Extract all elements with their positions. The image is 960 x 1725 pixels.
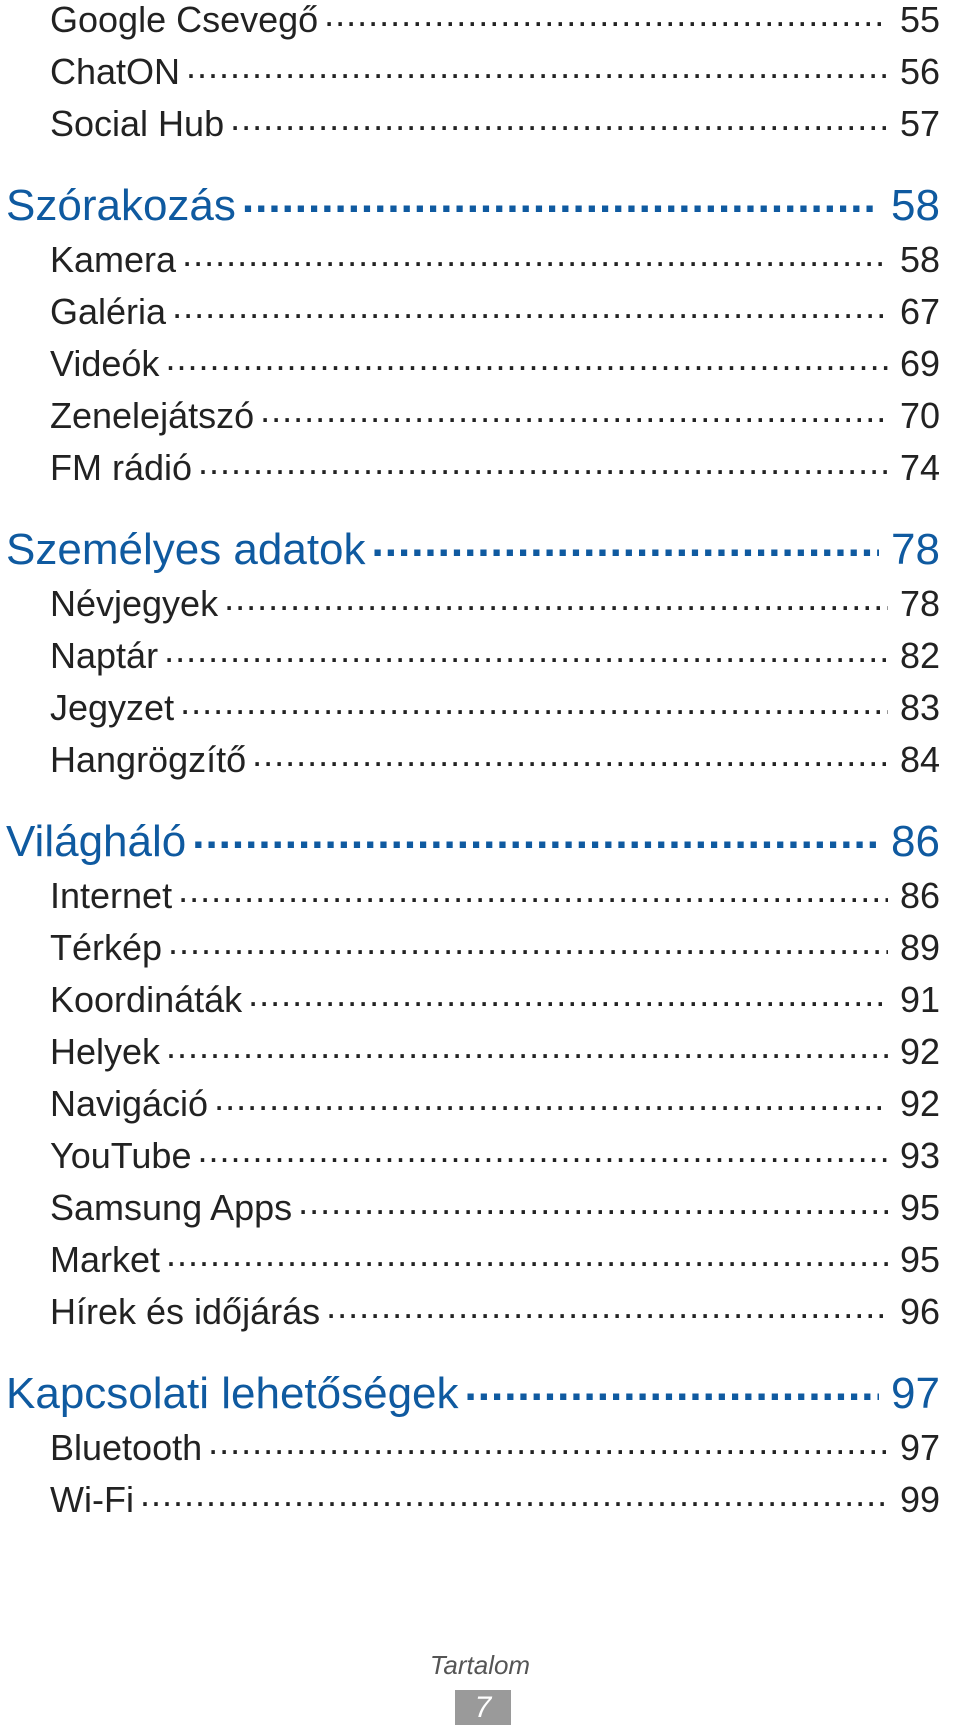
toc-leader [248,976,888,1012]
toc-entry-page: 74 [899,447,940,488]
toc-entry[interactable] [50,100,940,148]
toc-entry-title: Samsung Apps [50,1187,293,1228]
toc-entry-title: Koordináták [50,979,243,1020]
toc-entry-title: Market [50,1239,161,1280]
toc-leader [252,736,888,772]
toc-leader [324,0,888,32]
toc-entry-page: 96 [899,1291,940,1332]
toc-entry-page: 86 [899,875,940,916]
toc-entry-page: 56 [899,51,940,92]
toc-entry[interactable] [50,1288,940,1336]
toc-entry-page: 92 [899,1031,940,1072]
toc-entry[interactable] [50,924,940,972]
toc-entry[interactable] [50,288,940,336]
toc-entry-title: Google Csevegő [50,0,319,40]
toc-entry-title: FM rádió [50,447,193,488]
toc-section-heading[interactable] [6,1364,940,1420]
toc-entry-page: 55 [899,0,940,40]
toc-entry[interactable] [50,1028,940,1076]
toc-entry-page: 99 [899,1479,940,1520]
toc-entry-title: Hírek és időjárás [50,1291,321,1332]
toc-entry-page: 82 [899,635,940,676]
toc-entry[interactable] [50,632,940,680]
toc-section-page: 78 [891,525,940,574]
toc-entry-page: 69 [899,343,940,384]
toc-entry-page: 92 [899,1083,940,1124]
toc-leader [186,48,888,84]
toc-leader [192,812,879,856]
toc-section-heading[interactable] [6,176,940,232]
toc-entry-page: 93 [899,1135,940,1176]
toc-entry-title: Kamera [50,239,177,280]
toc-entry-title: Jegyzet [50,687,175,728]
toc-entry-page: 95 [899,1187,940,1228]
toc-entry[interactable] [50,976,940,1024]
toc-entry[interactable] [50,340,940,388]
toc-section-title: Világháló [6,817,187,866]
toc-entry-title: Videók [50,343,160,384]
toc-entry-title: Helyek [50,1031,161,1072]
toc-entry-page: 70 [899,395,940,436]
toc-entry[interactable] [50,684,940,732]
toc-leader [224,580,888,616]
toc-leader [168,924,888,960]
toc-section-title: Szórakozás [6,181,236,230]
toc-leader [166,1236,888,1272]
toc-entry-title: Galéria [50,291,167,332]
toc-leader [298,1184,888,1220]
toc-leader [140,1476,888,1512]
toc-entry-page: 97 [899,1427,940,1468]
toc-entry-page: 57 [899,103,940,144]
toc-entry-page: 91 [899,979,940,1020]
toc-leader [180,684,888,720]
toc-entry[interactable] [50,580,940,628]
toc-leader [214,1080,888,1116]
toc-entry-page: 67 [899,291,940,332]
toc-section-page: 58 [891,181,940,230]
toc-entry-title: Hangrögzítő [50,739,247,780]
toc-entry-title: Internet [50,875,173,916]
toc-entry[interactable] [50,1424,940,1472]
toc-leader [260,392,888,428]
toc-section-title: Kapcsolati lehetőségek [6,1369,459,1418]
toc-entry[interactable] [50,872,940,920]
footer-page-number: 7 [455,1690,511,1725]
toc-leader [198,444,888,480]
toc-leader [165,340,888,376]
toc-leader [242,176,879,220]
toc-section-page: 86 [891,817,940,866]
toc-entry[interactable] [50,392,940,440]
toc-leader [178,872,888,908]
toc-leader [197,1132,887,1168]
toc-entry-title: Naptár [50,635,159,676]
toc-leader [326,1288,888,1324]
toc-entry-page: 89 [899,927,940,968]
toc-entry-title: ChatON [50,51,181,92]
toc-leader [172,288,888,324]
toc-entry[interactable] [50,1080,940,1128]
toc-entry-title: Social Hub [50,103,225,144]
toc-section-heading[interactable] [6,812,940,868]
toc-entry[interactable] [50,1236,940,1284]
toc-leader [208,1424,888,1460]
toc-entry-title: Zenelejátszó [50,395,255,436]
toc-entry-page: 58 [899,239,940,280]
toc-entry[interactable] [50,736,940,784]
toc-entry[interactable] [50,1184,940,1232]
toc-leader [372,520,880,564]
toc-entry-title: Bluetooth [50,1427,203,1468]
toc-entry-page: 78 [899,583,940,624]
toc-leader [182,236,888,272]
toc-section-heading[interactable] [6,520,940,576]
toc-entry-page: 84 [899,739,940,780]
toc-entry[interactable] [50,48,940,96]
toc-entry-title: YouTube [50,1135,192,1176]
footer-section-label: Tartalom [429,1650,531,1680]
toc-entry-title: Névjegyek [50,583,219,624]
toc-leader [465,1364,880,1408]
toc-section-title: Személyes adatok [6,525,366,574]
toc-entry-page: 95 [899,1239,940,1280]
toc-entry[interactable] [50,1132,940,1180]
toc-section-page: 97 [891,1369,940,1418]
toc-leader [166,1028,888,1064]
toc-leader [230,100,888,136]
toc-leader [164,632,888,668]
toc-entry[interactable] [50,0,940,44]
toc-entry-page: 83 [899,687,940,728]
toc-entry-title: Navigáció [50,1083,209,1124]
toc-entry-title: Wi-Fi [50,1479,134,1520]
toc-entry[interactable] [50,236,940,284]
toc-entry-title: Térkép [50,927,163,968]
toc-entry[interactable] [50,1476,940,1524]
toc-entry[interactable] [50,444,940,492]
